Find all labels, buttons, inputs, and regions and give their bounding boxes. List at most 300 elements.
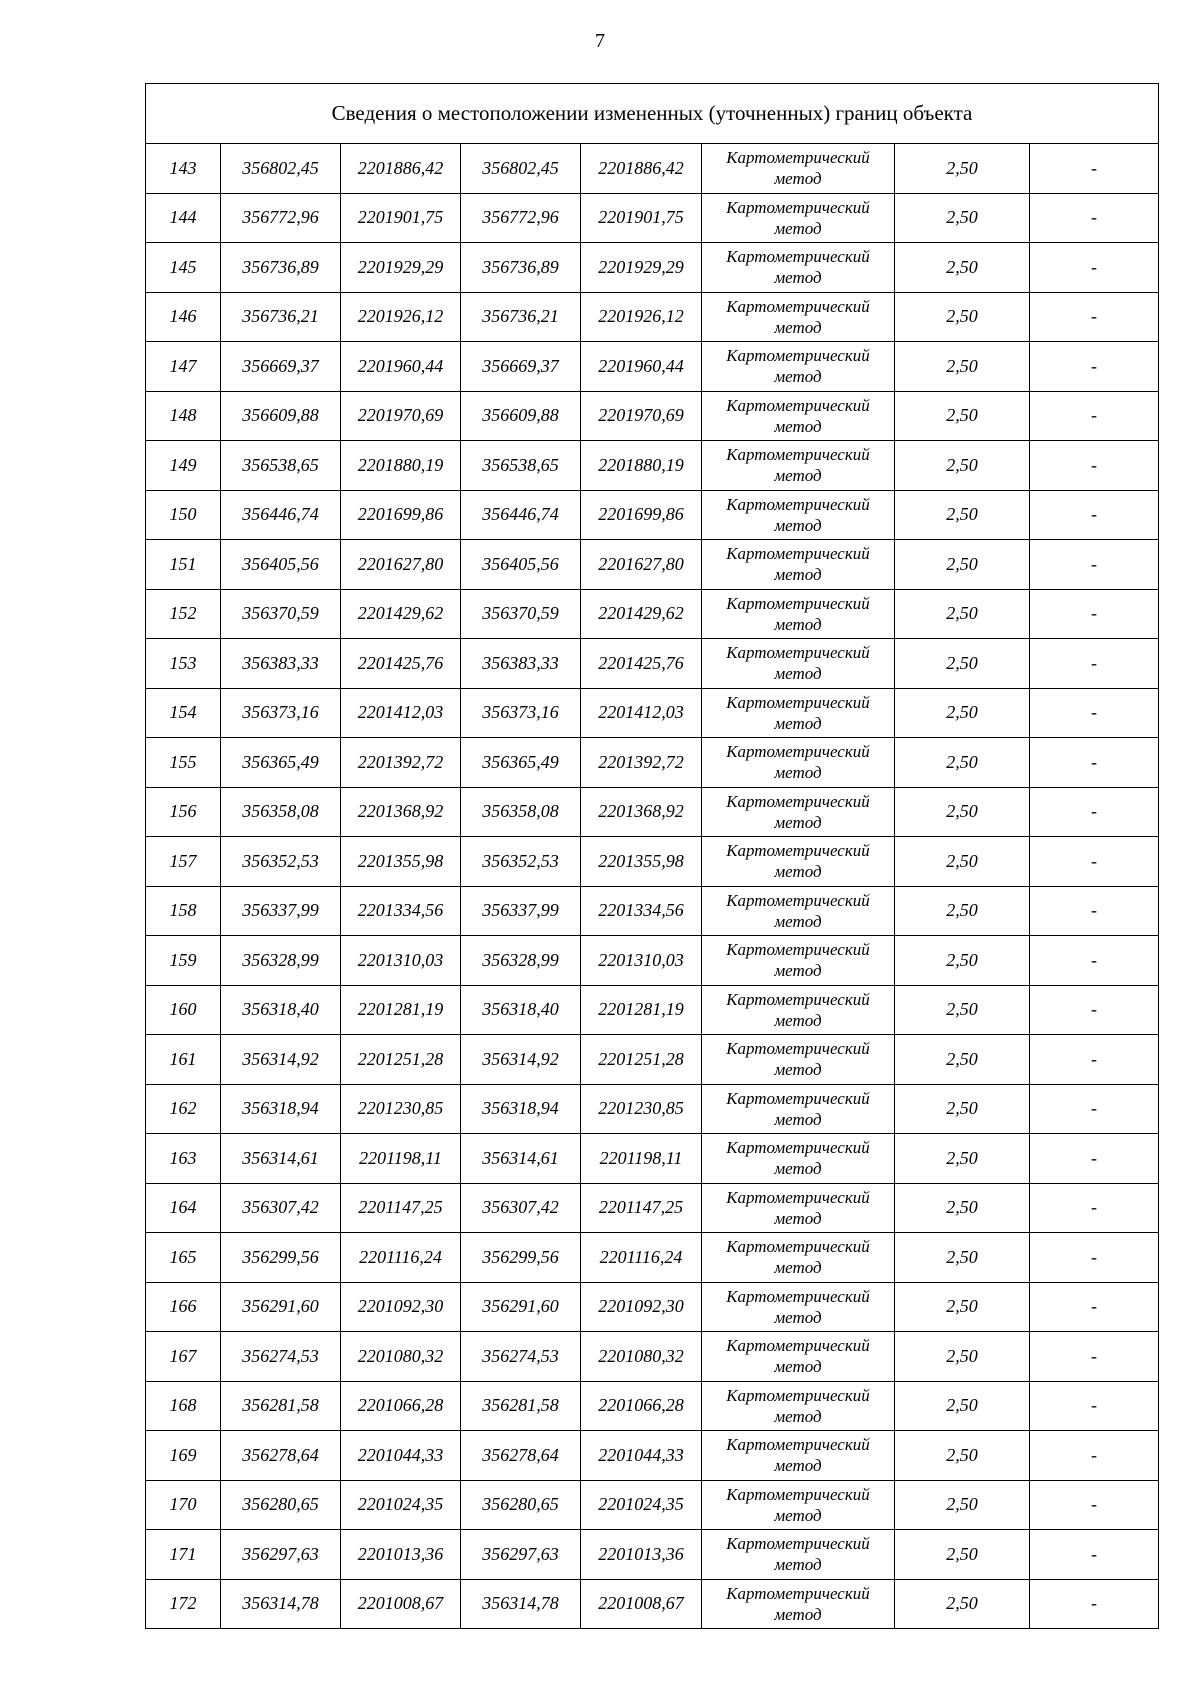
- method-line-2: метод: [774, 169, 822, 189]
- accuracy-cell: 2,50: [895, 1381, 1030, 1431]
- existing-x-cell: 356280,65: [221, 1480, 341, 1530]
- existing-x-cell: 356373,16: [221, 688, 341, 738]
- refined-x-cell: 356405,56: [461, 540, 581, 590]
- refined-y-cell: 2201392,72: [581, 738, 702, 788]
- existing-x-cell: 356370,59: [221, 589, 341, 639]
- method-line-2: метод: [774, 1406, 822, 1426]
- accuracy-cell: 2,50: [895, 144, 1030, 194]
- method-line-2: метод: [774, 268, 822, 288]
- refined-y-cell: 2201092,30: [581, 1282, 702, 1332]
- method-line-1: Картометрический: [726, 692, 870, 712]
- refined-x-cell: 356802,45: [461, 144, 581, 194]
- existing-x-cell: 356736,21: [221, 292, 341, 342]
- existing-x-cell: 356274,53: [221, 1332, 341, 1382]
- existing-x-cell: 356802,45: [221, 144, 341, 194]
- table-row: [146, 292, 1159, 342]
- note-cell: -: [1030, 936, 1159, 986]
- existing-y-cell: 2201355,98: [341, 837, 461, 887]
- method-line-1: Картометрический: [726, 1039, 870, 1059]
- method-cell: [702, 787, 895, 837]
- note-cell: -: [1030, 639, 1159, 689]
- method-cell: [702, 688, 895, 738]
- note-cell: -: [1030, 1381, 1159, 1431]
- point-number-cell: 164: [146, 1183, 221, 1233]
- method-cell: [702, 936, 895, 986]
- method-line-1: Картометрический: [726, 1534, 870, 1554]
- existing-x-cell: 356365,49: [221, 738, 341, 788]
- method-line-2: метод: [774, 763, 822, 783]
- table-row: [146, 1530, 1159, 1580]
- method-line-1: Картометрический: [726, 1138, 870, 1158]
- table-row: [146, 639, 1159, 689]
- existing-y-cell: 2201699,86: [341, 490, 461, 540]
- table-row: [146, 1183, 1159, 1233]
- refined-y-cell: 2201355,98: [581, 837, 702, 887]
- existing-y-cell: 2201886,42: [341, 144, 461, 194]
- refined-y-cell: 2201147,25: [581, 1183, 702, 1233]
- note-cell: -: [1030, 193, 1159, 243]
- method-line-2: метод: [774, 812, 822, 832]
- existing-y-cell: 2201334,56: [341, 886, 461, 936]
- point-number-cell: 166: [146, 1282, 221, 1332]
- existing-y-cell: 2201970,69: [341, 391, 461, 441]
- refined-x-cell: 356358,08: [461, 787, 581, 837]
- method-line-1: Картометрический: [726, 395, 870, 415]
- accuracy-cell: 2,50: [895, 1530, 1030, 1580]
- table-row: [146, 886, 1159, 936]
- method-cell: [702, 639, 895, 689]
- note-cell: -: [1030, 1233, 1159, 1283]
- refined-x-cell: 356318,40: [461, 985, 581, 1035]
- note-cell: -: [1030, 292, 1159, 342]
- method-cell: [702, 1431, 895, 1481]
- point-number-cell: 165: [146, 1233, 221, 1283]
- existing-y-cell: 2201066,28: [341, 1381, 461, 1431]
- point-number-cell: 157: [146, 837, 221, 887]
- note-cell: -: [1030, 441, 1159, 491]
- existing-y-cell: 2201008,67: [341, 1579, 461, 1629]
- accuracy-cell: 2,50: [895, 243, 1030, 293]
- method-line-1: Картометрический: [726, 989, 870, 1009]
- table-row: [146, 738, 1159, 788]
- method-cell: [702, 1332, 895, 1382]
- method-line-1: Картометрический: [726, 841, 870, 861]
- method-line-1: Картометрический: [726, 593, 870, 613]
- accuracy-cell: 2,50: [895, 1282, 1030, 1332]
- refined-y-cell: 2201230,85: [581, 1084, 702, 1134]
- note-cell: -: [1030, 1035, 1159, 1085]
- point-number-cell: 156: [146, 787, 221, 837]
- method-line-1: Картометрический: [726, 1435, 870, 1455]
- existing-y-cell: 2201310,03: [341, 936, 461, 986]
- table-row: [146, 787, 1159, 837]
- method-cell: [702, 1282, 895, 1332]
- page-number: 7: [595, 30, 605, 52]
- point-number-cell: 168: [146, 1381, 221, 1431]
- table-row: [146, 837, 1159, 887]
- method-cell: [702, 1084, 895, 1134]
- existing-y-cell: 2201024,35: [341, 1480, 461, 1530]
- note-cell: -: [1030, 787, 1159, 837]
- table-row: [146, 490, 1159, 540]
- point-number-cell: 147: [146, 342, 221, 392]
- table-row: [146, 1084, 1159, 1134]
- method-cell: [702, 1579, 895, 1629]
- method-line-1: Картометрический: [726, 494, 870, 514]
- method-line-2: метод: [774, 367, 822, 387]
- note-cell: -: [1030, 985, 1159, 1035]
- existing-x-cell: 356318,94: [221, 1084, 341, 1134]
- refined-x-cell: 356736,21: [461, 292, 581, 342]
- point-number-cell: 150: [146, 490, 221, 540]
- accuracy-cell: 2,50: [895, 738, 1030, 788]
- method-line-2: метод: [774, 565, 822, 585]
- refined-x-cell: 356291,60: [461, 1282, 581, 1332]
- existing-x-cell: 356609,88: [221, 391, 341, 441]
- existing-x-cell: 356278,64: [221, 1431, 341, 1481]
- method-cell: [702, 342, 895, 392]
- point-number-cell: 170: [146, 1480, 221, 1530]
- accuracy-cell: 2,50: [895, 490, 1030, 540]
- accuracy-cell: 2,50: [895, 886, 1030, 936]
- accuracy-cell: 2,50: [895, 589, 1030, 639]
- point-number-cell: 159: [146, 936, 221, 986]
- existing-y-cell: 2201080,32: [341, 1332, 461, 1382]
- method-line-1: Картометрический: [726, 940, 870, 960]
- point-number-cell: 172: [146, 1579, 221, 1629]
- method-line-2: метод: [774, 862, 822, 882]
- table-row: [146, 193, 1159, 243]
- method-line-1: Картометрический: [726, 1088, 870, 1108]
- method-line-1: Картометрический: [726, 247, 870, 267]
- accuracy-cell: 2,50: [895, 1431, 1030, 1481]
- note-cell: -: [1030, 1431, 1159, 1481]
- existing-y-cell: 2201627,80: [341, 540, 461, 590]
- method-line-1: Картометрический: [726, 197, 870, 217]
- method-line-1: Картометрический: [726, 643, 870, 663]
- method-cell: [702, 837, 895, 887]
- existing-x-cell: 356314,92: [221, 1035, 341, 1085]
- table-row: [146, 1035, 1159, 1085]
- refined-y-cell: 2201334,56: [581, 886, 702, 936]
- table-row: [146, 441, 1159, 491]
- note-cell: -: [1030, 837, 1159, 887]
- method-line-1: Картометрический: [726, 1237, 870, 1257]
- method-line-2: метод: [774, 1159, 822, 1179]
- method-line-2: метод: [774, 1258, 822, 1278]
- point-number-cell: 152: [146, 589, 221, 639]
- table-row: [146, 936, 1159, 986]
- method-cell: [702, 1233, 895, 1283]
- table-row: [146, 1233, 1159, 1283]
- refined-y-cell: 2201699,86: [581, 490, 702, 540]
- method-line-1: Картометрический: [726, 148, 870, 168]
- accuracy-cell: 2,50: [895, 639, 1030, 689]
- accuracy-cell: 2,50: [895, 985, 1030, 1035]
- refined-x-cell: 356318,94: [461, 1084, 581, 1134]
- point-number-cell: 161: [146, 1035, 221, 1085]
- existing-y-cell: 2201147,25: [341, 1183, 461, 1233]
- refined-y-cell: 2201008,67: [581, 1579, 702, 1629]
- refined-y-cell: 2201880,19: [581, 441, 702, 491]
- method-line-1: Картометрический: [726, 1385, 870, 1405]
- method-line-1: Картометрический: [726, 791, 870, 811]
- refined-y-cell: 2201251,28: [581, 1035, 702, 1085]
- refined-y-cell: 2201044,33: [581, 1431, 702, 1481]
- method-cell: [702, 144, 895, 194]
- method-cell: [702, 441, 895, 491]
- refined-x-cell: 356373,16: [461, 688, 581, 738]
- note-cell: -: [1030, 342, 1159, 392]
- refined-y-cell: 2201116,24: [581, 1233, 702, 1283]
- method-cell: [702, 243, 895, 293]
- existing-y-cell: 2201368,92: [341, 787, 461, 837]
- existing-x-cell: 356318,40: [221, 985, 341, 1035]
- refined-x-cell: 356609,88: [461, 391, 581, 441]
- existing-x-cell: 356538,65: [221, 441, 341, 491]
- refined-x-cell: 356314,78: [461, 1579, 581, 1629]
- method-line-1: Картометрический: [726, 1583, 870, 1603]
- existing-y-cell: 2201251,28: [341, 1035, 461, 1085]
- accuracy-cell: 2,50: [895, 540, 1030, 590]
- note-cell: -: [1030, 490, 1159, 540]
- accuracy-cell: 2,50: [895, 787, 1030, 837]
- note-cell: -: [1030, 1084, 1159, 1134]
- method-line-1: Картометрический: [726, 296, 870, 316]
- note-cell: -: [1030, 886, 1159, 936]
- method-line-1: Картометрический: [726, 544, 870, 564]
- accuracy-cell: 2,50: [895, 1233, 1030, 1283]
- existing-x-cell: 356352,53: [221, 837, 341, 887]
- existing-y-cell: 2201960,44: [341, 342, 461, 392]
- method-cell: [702, 1134, 895, 1184]
- existing-x-cell: 356299,56: [221, 1233, 341, 1283]
- method-line-1: Картометрический: [726, 346, 870, 366]
- refined-x-cell: 356299,56: [461, 1233, 581, 1283]
- note-cell: -: [1030, 1282, 1159, 1332]
- table-row: [146, 985, 1159, 1035]
- existing-y-cell: 2201412,03: [341, 688, 461, 738]
- point-number-cell: 154: [146, 688, 221, 738]
- method-cell: [702, 193, 895, 243]
- refined-x-cell: 356281,58: [461, 1381, 581, 1431]
- point-number-cell: 143: [146, 144, 221, 194]
- table-row: [146, 1579, 1159, 1629]
- refined-x-cell: 356352,53: [461, 837, 581, 887]
- existing-y-cell: 2201198,11: [341, 1134, 461, 1184]
- note-cell: -: [1030, 1183, 1159, 1233]
- note-cell: -: [1030, 1530, 1159, 1580]
- existing-x-cell: 356446,74: [221, 490, 341, 540]
- point-number-cell: 162: [146, 1084, 221, 1134]
- method-cell: [702, 589, 895, 639]
- point-number-cell: 169: [146, 1431, 221, 1481]
- accuracy-cell: 2,50: [895, 1035, 1030, 1085]
- existing-y-cell: 2201044,33: [341, 1431, 461, 1481]
- existing-y-cell: 2201281,19: [341, 985, 461, 1035]
- method-line-2: метод: [774, 1307, 822, 1327]
- method-cell: [702, 1183, 895, 1233]
- existing-y-cell: 2201901,75: [341, 193, 461, 243]
- method-line-2: метод: [774, 416, 822, 436]
- refined-y-cell: 2201429,62: [581, 589, 702, 639]
- point-number-cell: 160: [146, 985, 221, 1035]
- table-row: [146, 1282, 1159, 1332]
- table-row: [146, 1332, 1159, 1382]
- accuracy-cell: 2,50: [895, 936, 1030, 986]
- existing-y-cell: 2201429,62: [341, 589, 461, 639]
- point-number-cell: 163: [146, 1134, 221, 1184]
- existing-x-cell: 356772,96: [221, 193, 341, 243]
- table-row: [146, 1431, 1159, 1481]
- refined-y-cell: 2201926,12: [581, 292, 702, 342]
- existing-x-cell: 356291,60: [221, 1282, 341, 1332]
- accuracy-cell: 2,50: [895, 342, 1030, 392]
- method-cell: [702, 738, 895, 788]
- refined-y-cell: 2201412,03: [581, 688, 702, 738]
- method-line-1: Картометрический: [726, 742, 870, 762]
- refined-x-cell: 356280,65: [461, 1480, 581, 1530]
- refined-x-cell: 356314,92: [461, 1035, 581, 1085]
- note-cell: -: [1030, 540, 1159, 590]
- method-line-1: Картометрический: [726, 890, 870, 910]
- accuracy-cell: 2,50: [895, 688, 1030, 738]
- existing-y-cell: 2201392,72: [341, 738, 461, 788]
- existing-y-cell: 2201230,85: [341, 1084, 461, 1134]
- refined-x-cell: 356365,49: [461, 738, 581, 788]
- table-row: [146, 144, 1159, 194]
- existing-y-cell: 2201425,76: [341, 639, 461, 689]
- table-row: [146, 1381, 1159, 1431]
- refined-x-cell: 356772,96: [461, 193, 581, 243]
- point-number-cell: 155: [146, 738, 221, 788]
- existing-y-cell: 2201013,36: [341, 1530, 461, 1580]
- refined-x-cell: 356314,61: [461, 1134, 581, 1184]
- existing-x-cell: 356297,63: [221, 1530, 341, 1580]
- refined-y-cell: 2201066,28: [581, 1381, 702, 1431]
- method-cell: [702, 1530, 895, 1580]
- point-number-cell: 158: [146, 886, 221, 936]
- existing-y-cell: 2201116,24: [341, 1233, 461, 1283]
- point-number-cell: 167: [146, 1332, 221, 1382]
- method-line-2: метод: [774, 1010, 822, 1030]
- method-line-2: метод: [774, 961, 822, 981]
- existing-y-cell: 2201880,19: [341, 441, 461, 491]
- refined-x-cell: 356383,33: [461, 639, 581, 689]
- refined-y-cell: 2201970,69: [581, 391, 702, 441]
- existing-x-cell: 356314,78: [221, 1579, 341, 1629]
- existing-x-cell: 356736,89: [221, 243, 341, 293]
- refined-y-cell: 2201198,11: [581, 1134, 702, 1184]
- method-cell: [702, 1480, 895, 1530]
- accuracy-cell: 2,50: [895, 837, 1030, 887]
- refined-x-cell: 356370,59: [461, 589, 581, 639]
- table-caption: Сведения о местоположении измененных (уточненных) границ объекта: [146, 84, 1159, 144]
- note-cell: -: [1030, 243, 1159, 293]
- table-row: [146, 342, 1159, 392]
- method-line-2: метод: [774, 1208, 822, 1228]
- existing-x-cell: 356281,58: [221, 1381, 341, 1431]
- note-cell: -: [1030, 738, 1159, 788]
- table-row: [146, 243, 1159, 293]
- point-number-cell: 145: [146, 243, 221, 293]
- accuracy-cell: 2,50: [895, 1084, 1030, 1134]
- accuracy-cell: 2,50: [895, 1134, 1030, 1184]
- refined-y-cell: 2201627,80: [581, 540, 702, 590]
- existing-x-cell: 356405,56: [221, 540, 341, 590]
- refined-y-cell: 2201929,29: [581, 243, 702, 293]
- method-line-2: метод: [774, 614, 822, 634]
- note-cell: -: [1030, 1579, 1159, 1629]
- accuracy-cell: 2,50: [895, 391, 1030, 441]
- accuracy-cell: 2,50: [895, 1579, 1030, 1629]
- method-cell: [702, 886, 895, 936]
- table-row: [146, 589, 1159, 639]
- method-line-2: метод: [774, 515, 822, 535]
- method-line-2: метод: [774, 1109, 822, 1129]
- accuracy-cell: 2,50: [895, 193, 1030, 243]
- point-number-cell: 153: [146, 639, 221, 689]
- note-cell: -: [1030, 1480, 1159, 1530]
- table-row: [146, 540, 1159, 590]
- table-row: [146, 688, 1159, 738]
- method-line-2: метод: [774, 911, 822, 931]
- table-row: [146, 391, 1159, 441]
- refined-x-cell: 356274,53: [461, 1332, 581, 1382]
- note-cell: -: [1030, 144, 1159, 194]
- refined-y-cell: 2201080,32: [581, 1332, 702, 1382]
- refined-y-cell: 2201281,19: [581, 985, 702, 1035]
- point-number-cell: 144: [146, 193, 221, 243]
- existing-x-cell: 356307,42: [221, 1183, 341, 1233]
- refined-x-cell: 356297,63: [461, 1530, 581, 1580]
- point-number-cell: 149: [146, 441, 221, 491]
- method-line-2: метод: [774, 1555, 822, 1575]
- refined-y-cell: 2201425,76: [581, 639, 702, 689]
- existing-x-cell: 356314,61: [221, 1134, 341, 1184]
- method-line-1: Картометрический: [726, 1286, 870, 1306]
- method-line-1: Картометрический: [726, 1336, 870, 1356]
- refined-x-cell: 356328,99: [461, 936, 581, 986]
- existing-x-cell: 356328,99: [221, 936, 341, 986]
- method-line-1: Картометрический: [726, 445, 870, 465]
- method-line-1: Картометрический: [726, 1484, 870, 1504]
- method-line-2: метод: [774, 713, 822, 733]
- method-line-2: метод: [774, 218, 822, 238]
- accuracy-cell: 2,50: [895, 292, 1030, 342]
- refined-x-cell: 356446,74: [461, 490, 581, 540]
- method-cell: [702, 490, 895, 540]
- accuracy-cell: 2,50: [895, 1480, 1030, 1530]
- method-cell: [702, 540, 895, 590]
- refined-x-cell: 356669,37: [461, 342, 581, 392]
- accuracy-cell: 2,50: [895, 441, 1030, 491]
- method-line-2: метод: [774, 1456, 822, 1476]
- existing-y-cell: 2201092,30: [341, 1282, 461, 1332]
- refined-y-cell: 2201901,75: [581, 193, 702, 243]
- point-number-cell: 146: [146, 292, 221, 342]
- existing-y-cell: 2201929,29: [341, 243, 461, 293]
- method-line-2: метод: [774, 466, 822, 486]
- method-line-2: метод: [774, 1357, 822, 1377]
- method-cell: [702, 292, 895, 342]
- point-number-cell: 171: [146, 1530, 221, 1580]
- method-line-2: метод: [774, 1604, 822, 1624]
- method-line-1: Картометрический: [726, 1187, 870, 1207]
- refined-x-cell: 356278,64: [461, 1431, 581, 1481]
- refined-y-cell: 2201368,92: [581, 787, 702, 837]
- table-row: [146, 1480, 1159, 1530]
